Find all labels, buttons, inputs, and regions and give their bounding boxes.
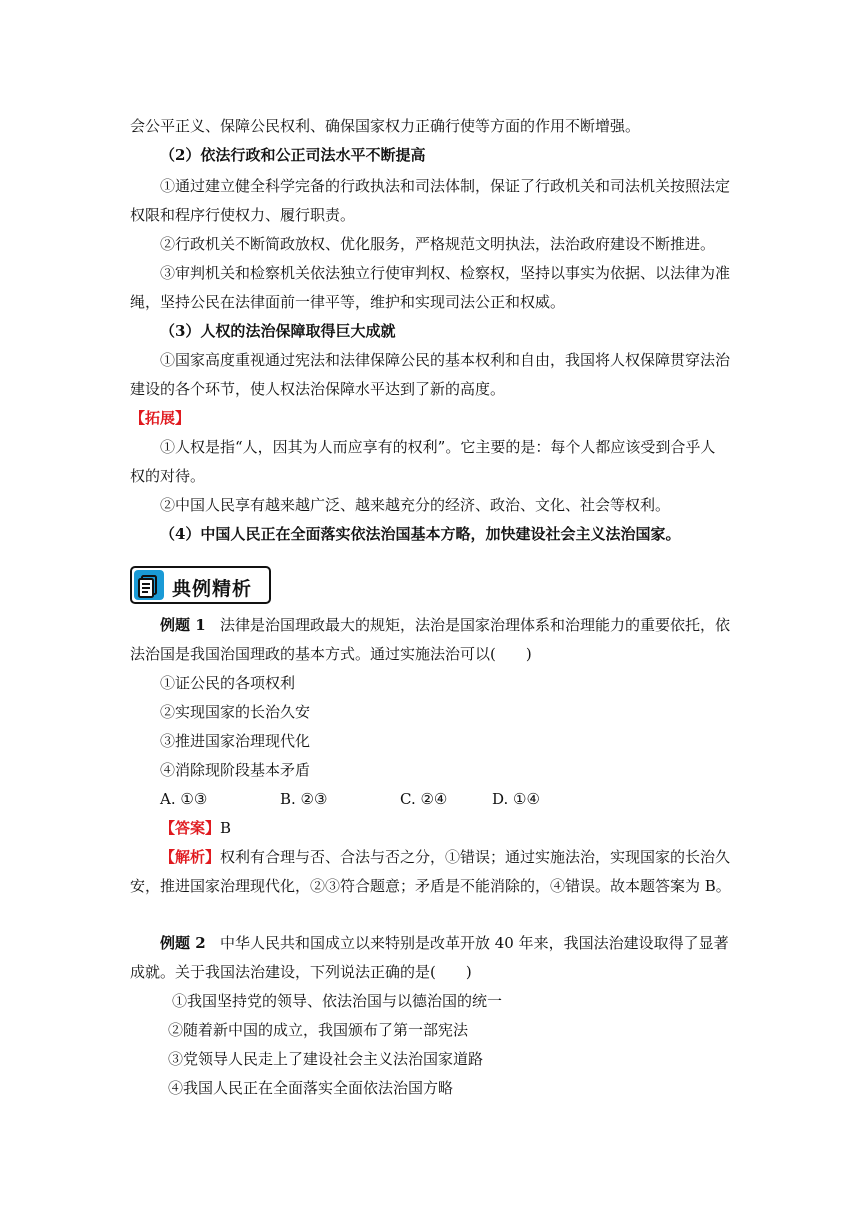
- analysis-label: 【解析】: [160, 848, 221, 866]
- example-2-option: ③党领导人民走上了建设社会主义法治国家道路: [168, 1050, 484, 1068]
- answer-label: 【答案】: [160, 819, 221, 837]
- paragraph-line: 绳，坚持公民在法律面前一律平等，维护和实现司法公正和权威。: [130, 293, 566, 311]
- section-title: 典例精析: [172, 578, 253, 600]
- answer-value: B: [220, 819, 232, 837]
- example-1-text: 法律是治国理政最大的规矩，法治是国家治理体系和治理能力的重要依托，依: [219, 616, 730, 634]
- example-1-option: ③推进国家治理现代化: [160, 732, 311, 750]
- section-header-examples: [130, 566, 271, 604]
- example-1-question-line: [160, 614, 730, 636]
- example-2-option: ④我国人民正在全面落实全面依法治国方略: [168, 1079, 454, 1097]
- paragraph-line: ②行政机关不断简政放权、优化服务，严格规范文明执法，法治政府建设不断推进。: [160, 235, 716, 253]
- choice-a: A. ①③: [160, 790, 208, 808]
- paragraph-line: ③审判机关和检察机关依法独立行使审判权、检察权，坚持以事实为依据、以法律为准: [160, 264, 731, 282]
- paragraph-line: 会公平正义、保障公民权利、确保国家权力正确行使等方面的作用不断增强。: [130, 117, 641, 135]
- example-1-option: ②实现国家的长治久安: [160, 703, 311, 721]
- choice-c: C. ②④: [400, 790, 448, 808]
- example-1-option: ①证公民的各项权利: [160, 674, 296, 692]
- example-2-label: 例题 2: [160, 934, 206, 952]
- example-1-label: 例题 1: [160, 616, 206, 634]
- answer-line: [160, 817, 231, 839]
- example-2-text: 中华人民共和国成立以来特别是改革开放 40 年来，我国法治建设取得了显著: [219, 934, 729, 952]
- example-1-question-line: 法治国是我国治国理政的基本方式。通过实施法治可以( ): [130, 645, 532, 663]
- choice-b: B. ②③: [280, 790, 328, 808]
- example-2-question-line: [160, 932, 729, 954]
- paragraph-line: ①国家高度重视通过宪法和法律保障公民的基本权利和自由，我国将人权保障贯穿法治: [160, 351, 731, 369]
- paragraph-line: 权限和程序行使权力、履行职责。: [130, 206, 356, 224]
- analysis-line: [160, 846, 730, 868]
- paragraph-line: ①通过建立健全科学完备的行政执法和司法体制，保证了行政机关和司法机关按照法定: [160, 177, 731, 195]
- document-list-icon: [134, 570, 164, 600]
- analysis-text: 权利有合理与否、合法与否之分，①错误；通过实施法治，实现国家的长治久: [220, 848, 731, 866]
- paragraph-line: 建设的各个环节，使人权法治保障水平达到了新的高度。: [130, 380, 506, 398]
- example-1-option: ④消除现阶段基本矛盾: [160, 761, 311, 779]
- paragraph-line: 权的对待。: [130, 467, 206, 485]
- example-2-option: ①我国坚持党的领导、依法治国与以德治国的统一: [172, 992, 503, 1010]
- example-2-option: ②随着新中国的成立，我国颁布了第一部宪法: [168, 1021, 469, 1039]
- analysis-line: 安，推进国家治理现代化，②③符合题意；矛盾是不能消除的，④错误。故本题答案为 B。: [130, 877, 731, 895]
- subheading-2: （2）依法行政和公正司法水平不断提高: [160, 146, 426, 164]
- example-2-question-line: 成就。关于我国法治建设，下列说法正确的是( ): [130, 963, 472, 981]
- choice-d: D. ①④: [492, 790, 540, 808]
- paragraph-line: ②中国人民享有越来越广泛、越来越充分的经济、政治、文化、社会等权利。: [160, 496, 671, 514]
- paragraph-line: ①人权是指“人，因其为人而应享有的权利”。它主要的是：每个人都应该受到合乎人: [160, 438, 716, 456]
- extension-label: 【拓展】: [130, 409, 191, 427]
- subheading-4: （4）中国人民正在全面落实依法治国基本方略，加快建设社会主义法治国家。: [160, 525, 681, 543]
- subheading-3: （3）人权的法治保障取得巨大成就: [160, 322, 396, 340]
